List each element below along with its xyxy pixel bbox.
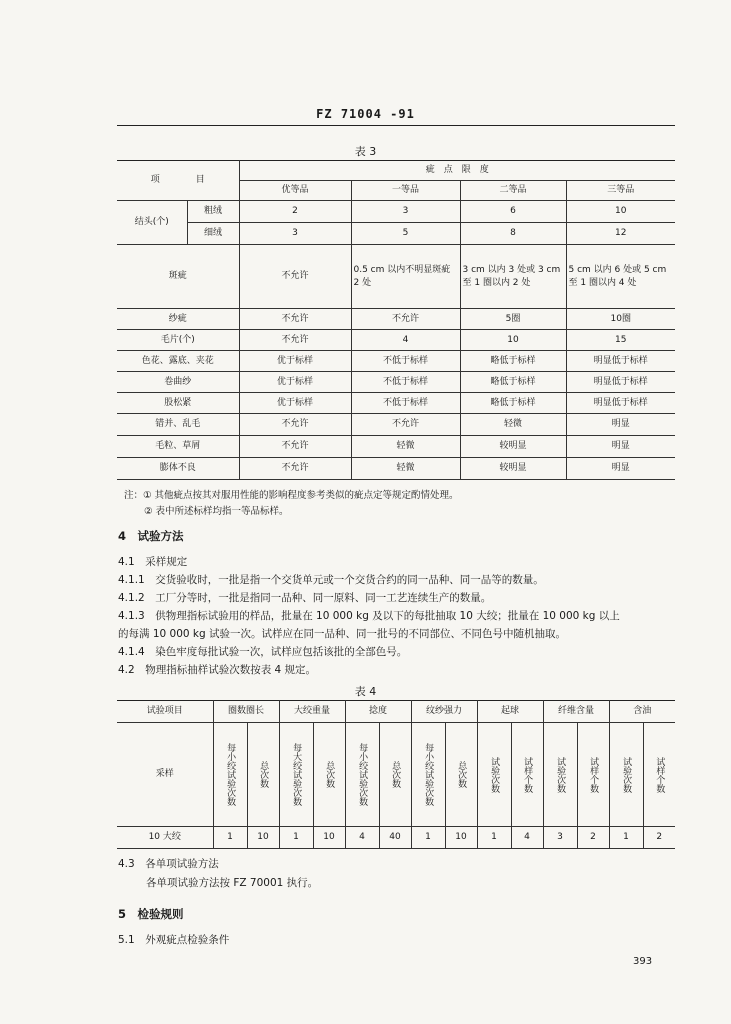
standard-code-header: FZ 71004 -91 [316, 107, 415, 121]
group-header: 起球 [477, 701, 543, 723]
grade-header: 一等品 [351, 181, 460, 201]
paragraph: 5.1 外观疵点检验条件 [118, 934, 230, 946]
table-cell: 略低于标样 [460, 393, 566, 414]
subheader: 试样个数 [588, 756, 599, 793]
row-label: 膨体不良 [117, 458, 239, 480]
table-cell: 2 [643, 827, 675, 849]
section-heading: 4 试验方法 [118, 529, 184, 543]
table-cell: 不允许 [351, 309, 460, 330]
table-cell: 12 [566, 223, 675, 245]
table-cell: 不低于标样 [351, 351, 460, 372]
table-cell: 不允许 [239, 458, 351, 480]
row-label: 错并、乱毛 [117, 414, 239, 436]
group-header: 圈数圈长 [213, 701, 279, 723]
table-cell: 1 [609, 827, 643, 849]
table-cell: 轻微 [351, 436, 460, 458]
paragraph: 各单项试验方法按 FZ 70001 执行。 [146, 877, 319, 889]
subheader: 总次数 [456, 761, 467, 788]
col-item-header: 试验项目 [117, 701, 213, 723]
sampling-label: 采样 [117, 723, 213, 827]
row-label: 毛粒、草屑 [117, 436, 239, 458]
table-cell: 4 [511, 827, 543, 849]
table-cell: 较明显 [460, 458, 566, 480]
table3-caption: 表 3 [354, 145, 377, 158]
row-label: 股松紧 [117, 393, 239, 414]
table-cell: 不允许 [239, 414, 351, 436]
table-cell: 10圈 [566, 309, 675, 330]
subheader: 试样个数 [522, 756, 533, 793]
col-item-header: 项 目 [117, 161, 239, 201]
col-limit-header: 疵 点 限 度 [239, 161, 675, 181]
page-number: 393 [633, 956, 653, 967]
table-cell: 优于标样 [239, 351, 351, 372]
subheader: 每大绞试验次数 [291, 743, 302, 806]
paragraph: 的每满 10 000 kg 试验一次。试样应在同一品种、同一批号的不同部位、不同色号中随机抽取。 [118, 628, 566, 640]
table-cell: 2 [577, 827, 609, 849]
table-cell: 明显 [566, 414, 675, 436]
row-label: 卷曲纱 [117, 372, 239, 393]
table-cell: 明显 [566, 436, 675, 458]
table-cell: 明显低于标样 [566, 351, 675, 372]
table-cell: 10 [445, 827, 477, 849]
header-rule [117, 125, 675, 126]
table-cell: 明显 [566, 458, 675, 480]
subheader: 每小绞试验次数 [357, 743, 368, 806]
table-cell: 5 [351, 223, 460, 245]
table-cell: 3 [239, 223, 351, 245]
grade-header: 优等品 [239, 181, 351, 201]
table-cell: 3 cm 以内 3 处或 3 cm至 1 圈以内 2 处 [460, 245, 566, 309]
table-cell: 轻微 [351, 458, 460, 480]
group-header: 纹纱强力 [411, 701, 477, 723]
subheader: 试样个数 [654, 756, 665, 793]
table-cell: 不允许 [239, 245, 351, 309]
row-label: 细绒 [187, 223, 239, 245]
table-cell: 4 [351, 330, 460, 351]
table-cell: 1 [213, 827, 247, 849]
table-cell: 15 [566, 330, 675, 351]
table-cell: 3 [351, 201, 460, 223]
table4-caption: 表 4 [354, 685, 377, 698]
grade-header: 三等品 [566, 181, 675, 201]
row-label: 斑疵 [117, 245, 239, 309]
table-cell: 10 [566, 201, 675, 223]
subheader: 试验次数 [555, 756, 566, 793]
table-cell: 轻微 [460, 414, 566, 436]
table-cell: 40 [379, 827, 411, 849]
grade-header: 二等品 [460, 181, 566, 201]
row-label: 纱疵 [117, 309, 239, 330]
table-cell: 1 [477, 827, 511, 849]
row-label: 粗绒 [187, 201, 239, 223]
paragraph: 4.1.3 供物理指标试验用的样品，批量在 10 000 kg 及以下的每批抽取 10 大绞；批量在 10 000 kg 以上 [118, 610, 620, 622]
table-cell: 0.5 cm 以内不明显斑疵 2 处 [351, 245, 460, 309]
table-cell: 1 [279, 827, 313, 849]
table-cell: 优于标样 [239, 393, 351, 414]
knot-label: 结头(个) [117, 201, 187, 245]
table-cell: 不允许 [239, 436, 351, 458]
subheader: 总次数 [390, 761, 401, 788]
subsection-heading: 4.3 各单项试验方法 [118, 858, 219, 870]
subheader: 总次数 [324, 761, 335, 788]
table-cell: 不允许 [239, 309, 351, 330]
subheader: 试验次数 [621, 756, 632, 793]
table-cell: 明显低于标样 [566, 393, 675, 414]
row-label: 毛片(个) [117, 330, 239, 351]
group-header: 纤维含量 [543, 701, 609, 723]
table-cell: 不低于标样 [351, 372, 460, 393]
table-cell: 3 [543, 827, 577, 849]
row-label: 10 大绞 [117, 827, 213, 849]
section-heading: 5 检验规则 [118, 907, 184, 921]
table-cell: 不低于标样 [351, 393, 460, 414]
table-cell: 10 [313, 827, 345, 849]
subheader: 试验次数 [489, 756, 500, 793]
table-cell: 5 cm 以内 6 处或 5 cm至 1 圈以内 4 处 [566, 245, 675, 309]
table-cell: 不允许 [351, 414, 460, 436]
subheader: 总次数 [258, 761, 269, 788]
table-cell: 2 [239, 201, 351, 223]
table3-note: 注：① 其他疵点按其对服用性能的影响程度参考类似的疵点定等规定酌情处理。 [124, 490, 459, 501]
table-cell: 10 [247, 827, 279, 849]
table-cell: 6 [460, 201, 566, 223]
table-cell: 较明显 [460, 436, 566, 458]
table-cell: 略低于标样 [460, 351, 566, 372]
subheader: 每小绞试验次数 [225, 743, 236, 806]
table-cell: 不允许 [239, 330, 351, 351]
group-header: 捻度 [345, 701, 411, 723]
row-label: 色花、露底、夹花 [117, 351, 239, 372]
table3-note: ② 表中所述标样均指一等品标样。 [144, 506, 289, 517]
table-cell: 4 [345, 827, 379, 849]
table-cell: 8 [460, 223, 566, 245]
table4 [117, 700, 675, 849]
paragraph: 4.2 物理指标抽样试验次数按表 4 规定。 [118, 664, 317, 676]
group-header: 含油 [609, 701, 675, 723]
group-header: 大绞重量 [279, 701, 345, 723]
table3 [117, 160, 675, 480]
table-cell: 明显低于标样 [566, 372, 675, 393]
paragraph: 4.1.2 工厂分等时，一批是指同一品种、同一原料、同一工艺连续生产的数量。 [118, 592, 492, 604]
table-cell: 10 [460, 330, 566, 351]
table-cell: 优于标样 [239, 372, 351, 393]
subheader: 每小绞试验次数 [423, 743, 434, 806]
table-cell: 5圈 [460, 309, 566, 330]
paragraph: 4.1.4 染色牢度每批试验一次，试样应包括该批的全部色号。 [118, 646, 408, 658]
table-cell: 1 [411, 827, 445, 849]
table-cell: 略低于标样 [460, 372, 566, 393]
paragraph: 4.1 采样规定 [118, 556, 188, 568]
paragraph: 4.1.1 交货验收时，一批是指一个交货单元或一个交货合约的同一品种、同一品等的数量。 [118, 574, 544, 586]
